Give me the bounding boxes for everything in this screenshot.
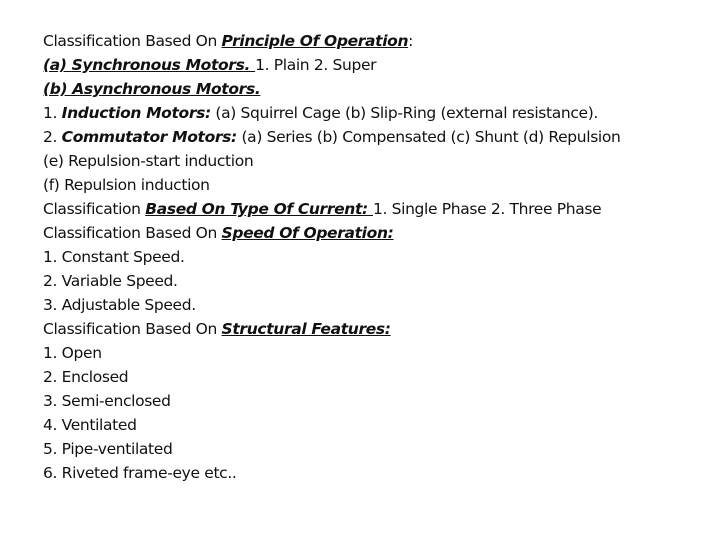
structural-item: 2. Enclosed — [43, 368, 129, 386]
speed-emphasis: Speed Of Operation: — [221, 224, 394, 242]
structural-item: 5. Pipe-ventilated — [43, 440, 173, 458]
speed-item: 3. Adjustable Speed. — [43, 296, 196, 314]
induction-types: (a) Squirrel Cage (b) Slip-Ring (external resistance). — [210, 104, 598, 122]
asynchronous-label: (b) Asynchronous Motors. — [43, 80, 261, 98]
current-types: 1. Single Phase 2. Three Phase — [372, 200, 602, 218]
principle-heading — [43, 29, 713, 53]
commutator-type-e: (e) Repulsion-start induction — [43, 152, 254, 170]
commutator-line — [43, 125, 713, 149]
heading-suffix: : — [408, 32, 414, 50]
current-prefix: Classification — [43, 200, 146, 218]
synchronous-line — [43, 53, 713, 77]
commutator-number: 2. — [43, 128, 62, 146]
synchronous-types: 1. Plain 2. Super — [255, 56, 377, 74]
speed-item: 2. Variable Speed. — [43, 272, 178, 290]
structural-item: 1. Open — [43, 344, 102, 362]
speed-heading — [43, 221, 713, 245]
slide-content — [43, 29, 713, 485]
speed-prefix: Classification Based On — [43, 224, 222, 242]
heading-prefix: Classification Based On — [43, 32, 222, 50]
structural-prefix: Classification Based On — [43, 320, 222, 338]
commutator-types: (a) Series (b) Compensated (c) Shunt (d) Repulsion — [236, 128, 621, 146]
induction-line — [43, 101, 713, 125]
current-type-line — [43, 197, 713, 221]
structural-emphasis: Structural Features: — [221, 320, 391, 338]
structural-item: 3. Semi-enclosed — [43, 392, 171, 410]
structural-item: 4. Ventilated — [43, 416, 137, 434]
structural-item: 6. Riveted frame-eye etc.. — [43, 464, 237, 482]
asynchronous-line — [43, 77, 713, 101]
commutator-type-f: (f) Repulsion induction — [43, 176, 210, 194]
commutator-label: Commutator Motors: — [61, 128, 237, 146]
current-heading: Based On Type Of Current: — [145, 200, 373, 218]
heading-emphasis: Principle Of Operation — [221, 32, 409, 50]
induction-label: Induction Motors: — [61, 104, 211, 122]
induction-number: 1. — [43, 104, 62, 122]
structural-heading — [43, 317, 713, 341]
synchronous-label: (a) Synchronous Motors. — [43, 56, 256, 74]
speed-item: 1. Constant Speed. — [43, 248, 185, 266]
